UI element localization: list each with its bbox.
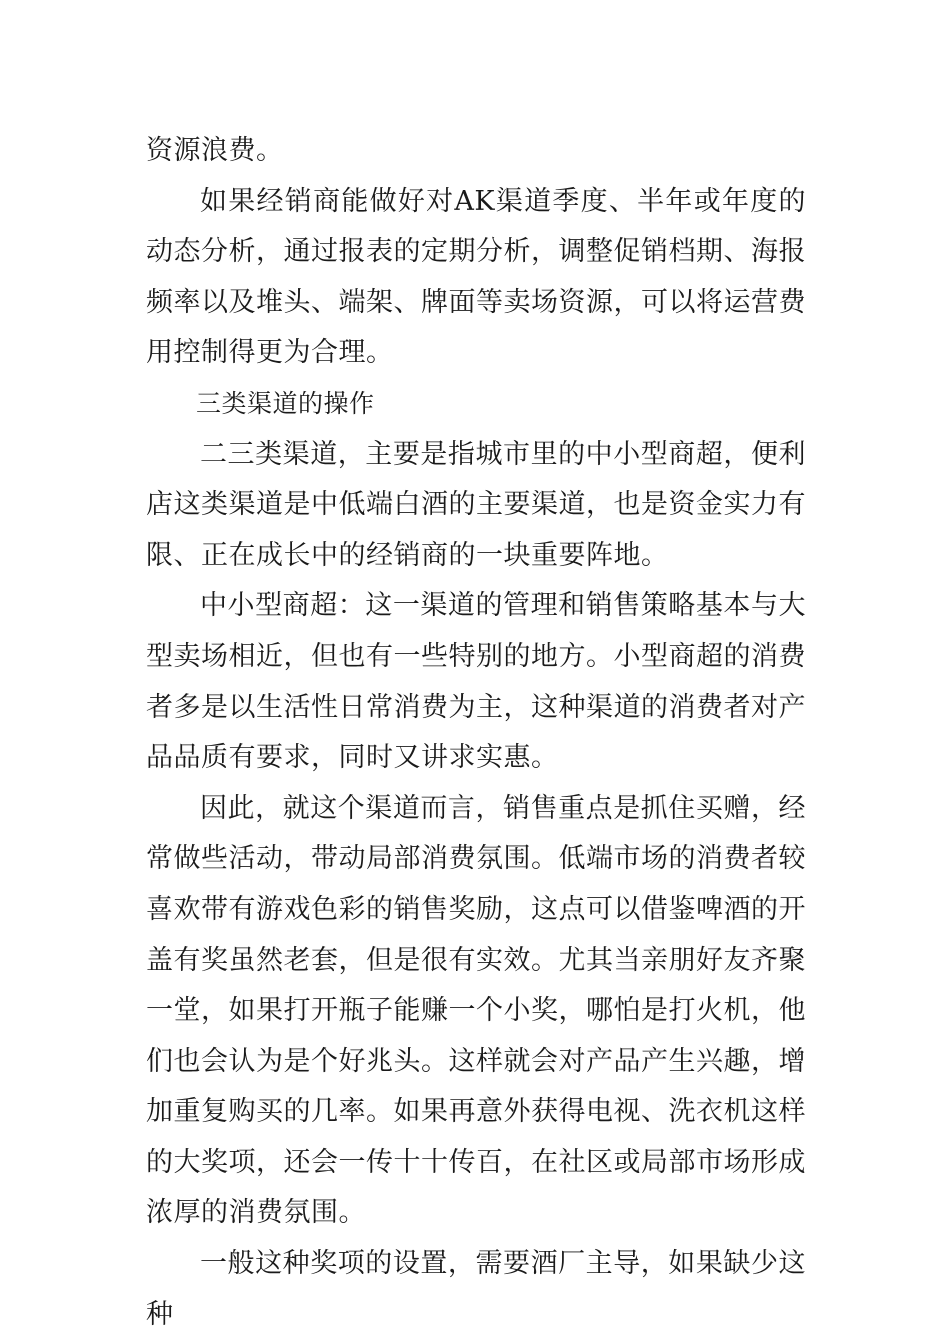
paragraph-small-supermarkets: 中小型商超：这一渠道的管理和销售策略基本与大型卖场相近，但也有一些特别的地方。小型商超的消费者多是以生活性日常消费为主，这种渠道的消费者对产品品质有要求，同时又讲求实惠。 bbox=[146, 590, 806, 774]
paragraph-ak-channel-analysis: 如果经销商能做好对AK渠道季度、半年或年度的动态分析，通过报表的定期分析，调整促销档期、海报频率以及堆头、端架、牌面等卖场资源，可以将运营费用控制得更为合理。 bbox=[146, 185, 806, 369]
paragraph-continuation: 资源浪费。 bbox=[146, 135, 284, 166]
paragraph-prize-setting: 一般这种奖项的设置，需要酒厂主导，如果缺少这种 bbox=[146, 1248, 806, 1330]
section-heading-third-tier-channels: 三类渠道的操作 bbox=[196, 388, 375, 418]
paragraph-sales-promotion: 因此，就这个渠道而言，销售重点是抓住买赠，经常做些活动，带动局部消费氛围。低端市场的消费者较喜欢带有游戏色彩的销售奖励，这点可以借鉴啤酒的开盖有奖虽然老套，但是很有实效。尤其当亲朋好友齐聚一堂，如果打开瓶子能赚一个小奖，哪怕是打火机，他们也会认为是个好兆头。这样就会对产品产生兴趣，增加重复购买的几率。如果再意外获得电视、洗衣机这样的大奖项，还会一传十十传百，在社区或局部市场形成浓厚的消费氛围。 bbox=[146, 792, 806, 1229]
document-body bbox=[146, 126, 806, 1340]
paragraph-second-third-tier-channels: 二三类渠道，主要是指城市里的中小型商超，便利店这类渠道是中低端白酒的主要渠道，也是资金实力有限、正在成长中的经销商的一块重要阵地。 bbox=[146, 438, 806, 571]
